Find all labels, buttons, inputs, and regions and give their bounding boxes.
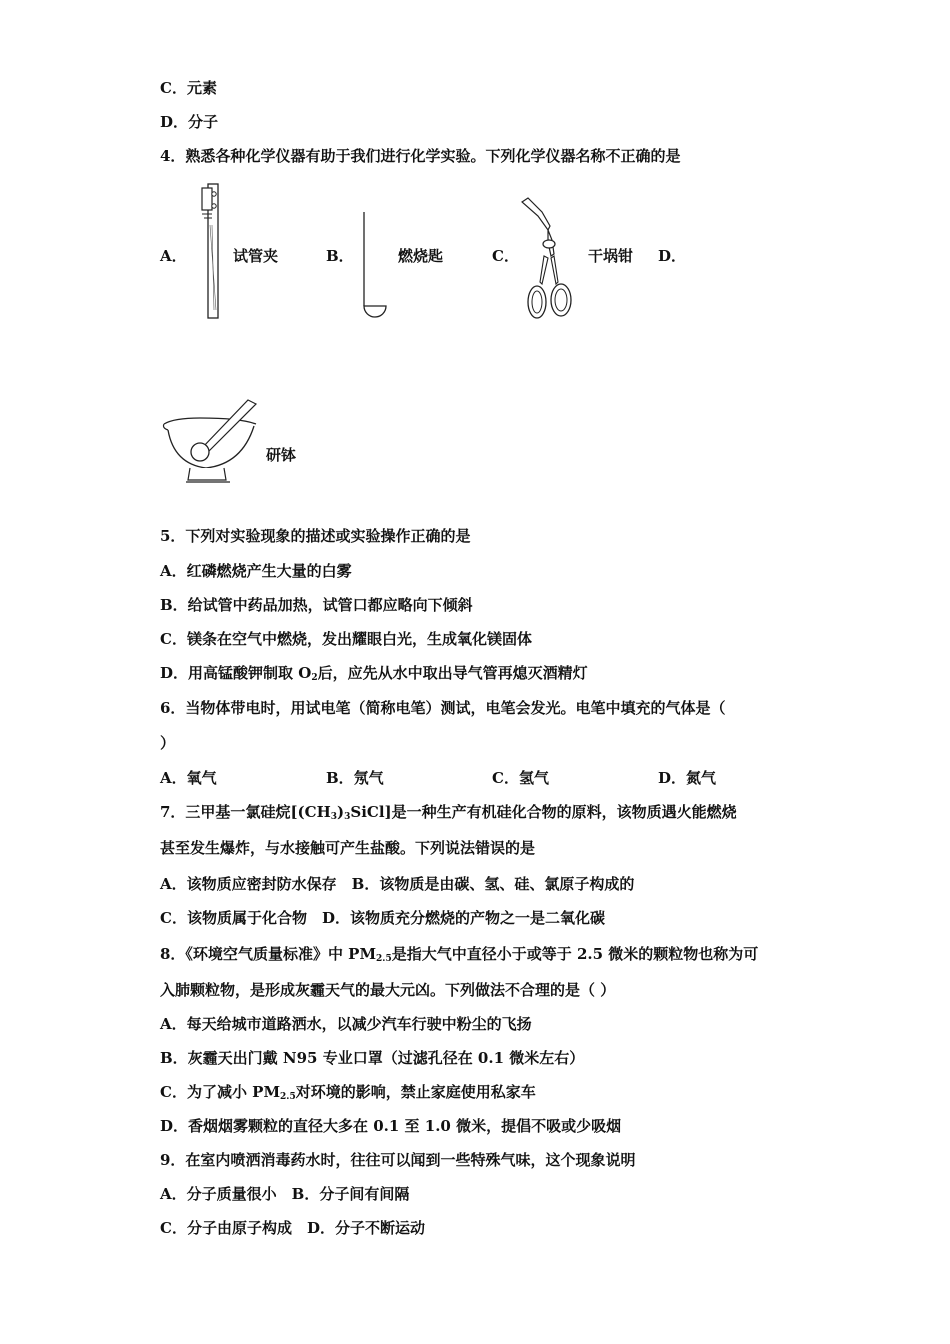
q9-options-ab: A．分子质量很小 B．分子间有间隔 [160, 1185, 410, 1203]
q9-stem: 9．在室内喷洒消毒药水时，往往可以闻到一些特殊气味，这个现象说明 [160, 1151, 636, 1169]
mortar-and-pestle-icon [160, 398, 264, 490]
q7-stem-line1: 7．三甲基一氯硅烷$[(CH_3)_3SiCl]$是一种生产有机硅化合物的原料，该物质遇火能燃烧 [160, 803, 737, 822]
q6-option-b: B．氖气 [326, 769, 384, 787]
q6-stem-line1: 6．当物体带电时，用试电笔（简称电笔）测试，电笔会发光。电笔中填充的气体是（ [160, 699, 726, 717]
q4-option-b-letter: B． [326, 247, 354, 265]
q4-stem: 4．熟悉各种化学仪器有助于我们进行化学实验。下列化学仪器名称不正确的是 [160, 147, 681, 165]
q4-option-c-letter: C． [492, 247, 519, 265]
q6-options [160, 768, 716, 788]
q4-option-d-letter: D． [658, 247, 687, 265]
q7-stem-line2: 甚至发生爆炸，与水接触可产生盐酸。下列说法错误的是 [160, 839, 536, 857]
q9-options-cd: C．分子由原子构成 D．分子不断运动 [160, 1219, 425, 1237]
q3-option-c: C．元素 [160, 79, 217, 97]
q8-option-c: C．为了减小 $PM_{2.5}$对环境的影响，禁止家庭使用私家车 [160, 1083, 536, 1102]
test-tube-holder-icon [198, 180, 226, 322]
q4-option-d-name: 研钵 [266, 446, 297, 464]
q8-stem-line1: 8．《环境空气质量标准》中 $PM_{2.5}$是指大气中直径小于或等于 2.5 微米的颗粒物也称为可 [160, 945, 759, 964]
q8-option-d: D．香烟烟雾颗粒的直径大多在 0.1 至 1.0 微米，提倡不吸或少吸烟 [160, 1117, 622, 1135]
q6-option-d: D．氮气 [658, 769, 717, 787]
q4-option-b-name: 燃烧匙 [398, 247, 444, 265]
q6-option-a: A．氧气 [160, 769, 217, 787]
q5-option-c: C．镁条在空气中燃烧，发出耀眼白光，生成氧化镁固体 [160, 630, 532, 648]
q4-option-a-letter: A． [160, 247, 187, 265]
q8-stem-line2: 入肺颗粒物，是形成灰霾天气的最大元凶。下列做法不合理的是（ ） [160, 981, 616, 999]
q8-option-b: B．灰霾天出门戴 N95 专业口罩（过滤孔径在 0.1 微米左右） [160, 1049, 585, 1067]
q5-option-a: A．红磷燃烧产生大量的白雾 [160, 562, 352, 580]
q5-option-d: D．用高锰酸钾制取 $O_2$后，应先从水中取出导气管再熄灭酒精灯 [160, 664, 588, 683]
combustion-spoon-icon [356, 210, 396, 322]
q8-option-a: A．每天给城市道路洒水，以减少汽车行驶中粉尘的飞扬 [160, 1015, 532, 1033]
q3-option-d: D．分子 [160, 113, 219, 131]
q7-options-ab: A．该物质应密封防水保存 B．该物质是由碳、氢、硅、氯原子构成的 [160, 875, 635, 893]
q7-options-cd: C．该物质属于化合物 D．该物质充分燃烧的产物之一是二氧化碳 [160, 909, 605, 927]
q6-stem-line2: ） [160, 734, 176, 752]
q5-stem: 5．下列对实验现象的描述或实验操作正确的是 [160, 527, 471, 545]
q5-option-b: B．给试管中药品加热，试管口都应略向下倾斜 [160, 596, 473, 614]
q6-option-c: C．氢气 [492, 769, 549, 787]
q4-option-c-name: 干埚钳 [588, 247, 634, 265]
q4-option-a-name: 试管夹 [233, 247, 279, 265]
crucible-tongs-icon [518, 196, 584, 324]
